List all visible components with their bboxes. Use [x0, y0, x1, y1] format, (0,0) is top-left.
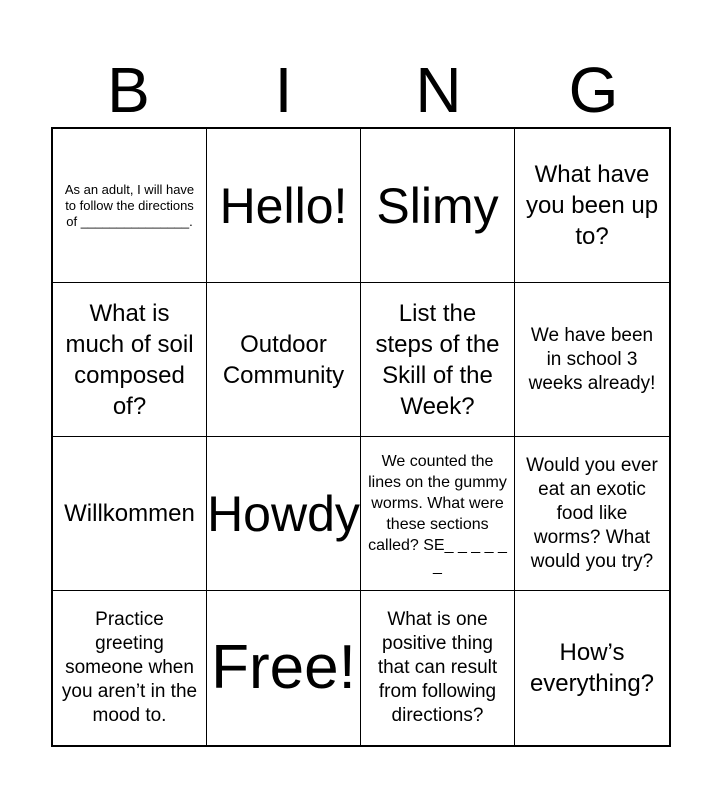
header-letter-b: B: [107, 54, 150, 126]
cell-text: Outdoor Community: [222, 330, 345, 389]
cell-text: Hello!: [219, 177, 348, 234]
bingo-card-grid: [51, 127, 671, 747]
header-letter-n: N: [415, 54, 462, 126]
bingo-cell[interactable]: [53, 591, 207, 745]
bingo-cell[interactable]: [361, 283, 515, 437]
cell-text: What is one positive thing that can result from following directions?: [377, 609, 498, 726]
header-letter-i: I: [274, 54, 293, 126]
cell-text: Willkommen: [64, 500, 195, 527]
free-space-cell[interactable]: [207, 591, 361, 745]
cell-text: List the steps of the Skill of the Week?: [375, 299, 500, 420]
bingo-cell[interactable]: [515, 591, 669, 745]
bingo-header: [0, 0, 723, 128]
cell-text: We have been in school 3 weeks already!: [528, 324, 656, 394]
cell-text: Practice greeting someone when you aren’t in the mood to.: [61, 609, 198, 726]
bingo-cell[interactable]: [515, 129, 669, 283]
bingo-cell[interactable]: [207, 437, 361, 591]
bingo-cell[interactable]: [207, 283, 361, 437]
cell-text: Free!: [211, 633, 356, 702]
bingo-cell[interactable]: [53, 129, 207, 283]
cell-text: How’s everything?: [529, 639, 655, 697]
bingo-cell[interactable]: [361, 591, 515, 745]
cell-text: As an adult, I will have to follow the directions of _______________.: [64, 181, 195, 229]
cell-text: What have you been up to?: [525, 161, 659, 250]
cell-text: Would you ever eat an exotic food like worms? What would you try?: [526, 454, 658, 572]
bingo-cell[interactable]: [361, 437, 515, 591]
bingo-cell[interactable]: [361, 129, 515, 283]
bingo-cell[interactable]: [515, 437, 669, 591]
bingo-cell[interactable]: [207, 129, 361, 283]
cell-text: Slimy: [376, 177, 499, 234]
cell-text: Howdy: [207, 485, 360, 542]
bingo-cell[interactable]: [53, 283, 207, 437]
header-letter-g: G: [568, 54, 619, 126]
bingo-cell[interactable]: [53, 437, 207, 591]
cell-text: We counted the lines on the gummy worms. What were these sections called? SE_ _ _ _ _ _: [368, 452, 507, 575]
cell-text: What is much of soil composed of?: [65, 299, 194, 420]
bingo-cell[interactable]: [515, 283, 669, 437]
